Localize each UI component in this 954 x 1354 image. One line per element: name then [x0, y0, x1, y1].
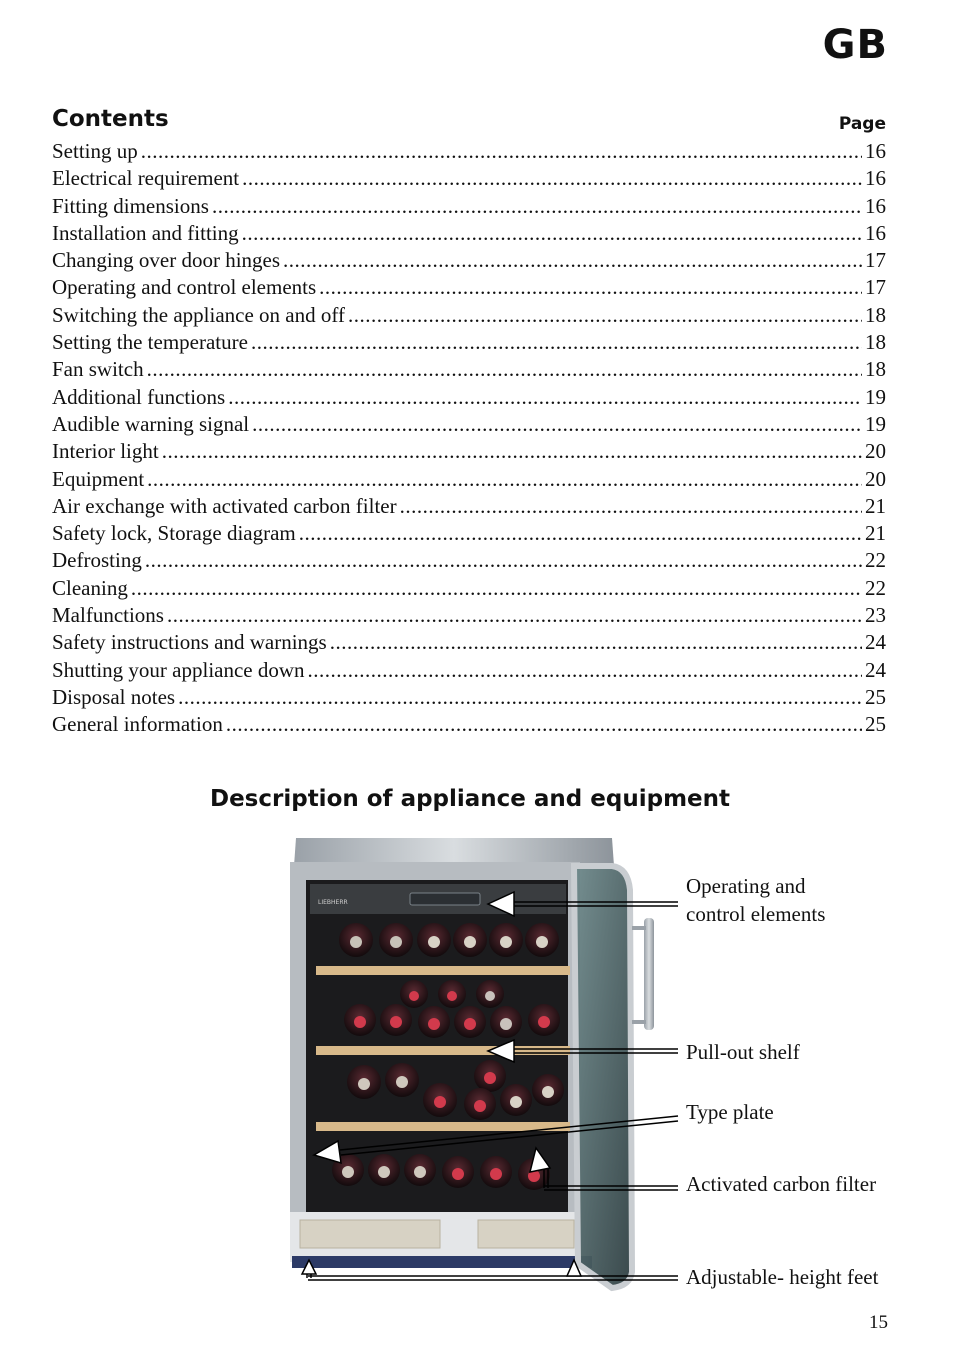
toc-entry-page: 17 [865, 275, 886, 300]
toc-leader-dots [308, 657, 862, 684]
toc-entry-page: 18 [865, 357, 886, 382]
vent-right [478, 1220, 574, 1248]
glass-door [572, 866, 632, 1288]
toc-entry[interactable] [52, 629, 886, 656]
toc-entry-page: 16 [865, 166, 886, 191]
toc-entry[interactable] [52, 247, 886, 274]
toc-entry-page: 25 [865, 712, 886, 737]
toc-entry-page: 16 [865, 193, 886, 218]
toc-leader-dots [242, 220, 862, 247]
brand-text: LIEBHERR [318, 899, 348, 906]
toc-entry-page: 21 [865, 521, 886, 546]
toc-entry[interactable] [52, 165, 886, 192]
toc-entry-page: 18 [865, 302, 886, 327]
section-title: Description of appliance and equipment [209, 786, 730, 812]
toc-entry[interactable] [52, 602, 886, 629]
toc-entry-page: 18 [865, 330, 886, 355]
toc-entry[interactable] [52, 711, 886, 738]
toc-leader-dots [226, 711, 862, 738]
toc-entry[interactable] [52, 329, 886, 356]
toc-entry-page: 16 [865, 220, 886, 245]
toc-entry[interactable] [52, 193, 886, 220]
control-display [410, 893, 480, 905]
toc-entry-page: 23 [865, 603, 886, 628]
toc-leader-dots [212, 193, 862, 220]
toc-entry[interactable] [52, 657, 886, 684]
toc-entry[interactable] [52, 520, 886, 547]
toc-entry-title: Equipment [52, 466, 145, 491]
toc-entry-page: 22 [865, 548, 886, 573]
toc-entry[interactable] [52, 466, 886, 493]
toc-leader-dots [348, 302, 862, 329]
toc-entry-title: Fan switch [52, 357, 144, 382]
label-operating-line1: Operating and [686, 874, 806, 898]
toc-leader-dots [330, 629, 862, 656]
toc-entry-title: Setting the temperature [52, 330, 248, 355]
label-carbon-filter: Activated carbon filter [686, 1172, 877, 1196]
page-column-heading: Page [838, 114, 886, 134]
toc-entry[interactable] [52, 302, 886, 329]
toc-entry-title: Additional functions [52, 384, 226, 409]
toc-leader-dots [251, 329, 862, 356]
door-handle [644, 918, 654, 1030]
toc-entry-title: Installation and fitting [52, 220, 239, 245]
toc-entry-page: 17 [865, 248, 886, 273]
toc-leader-dots [147, 466, 862, 493]
label-type-plate: Type plate [686, 1100, 774, 1124]
toc-entry-title: Safety lock, Storage diagram [52, 521, 296, 546]
toc-entry[interactable] [52, 493, 886, 520]
toc-entry-page: 25 [865, 684, 886, 709]
toc-entry[interactable] [52, 547, 886, 574]
label-feet: Adjustable- height feet [686, 1265, 879, 1289]
toc-entry-page: 20 [865, 466, 886, 491]
toc-leader-dots [178, 684, 862, 711]
toc-leader-dots [299, 520, 862, 547]
toc-entry-title: Safety instructions and warnings [52, 630, 327, 655]
appliance-figure [0, 830, 954, 1310]
toc-entry-title: General information [52, 712, 223, 737]
toc-entry-title: Electrical requirement [52, 166, 240, 191]
contents-heading: Contents [52, 106, 169, 132]
toc-entry[interactable] [52, 356, 886, 383]
toc-entry-title: Changing over door hinges [52, 248, 281, 273]
toc-entry-title: Interior light [52, 439, 159, 464]
toc-entry-title: Malfunctions [52, 603, 164, 628]
toc-entry-title: Shutting your appliance down [52, 657, 305, 682]
toc-entry-title: Cleaning [52, 575, 128, 600]
toc-entry[interactable] [52, 220, 886, 247]
toc-entry-page: 24 [865, 657, 886, 682]
toc-leader-dots [167, 602, 862, 629]
toc-leader-dots [145, 547, 862, 574]
toc-leader-dots [283, 247, 862, 274]
toc-leader-dots [131, 575, 862, 602]
toc-entry[interactable] [52, 684, 886, 711]
toc-entry-page: 19 [865, 411, 886, 436]
toc-entry-page: 20 [865, 439, 886, 464]
toc-entry-title: Defrosting [52, 548, 142, 573]
toc-entry-title: Disposal notes [52, 684, 176, 709]
toc-entry-title: Fitting dimensions [52, 193, 209, 218]
vent-left [300, 1220, 440, 1248]
label-operating-control [686, 872, 825, 928]
toc-leader-dots [252, 411, 862, 438]
toc-entry[interactable] [52, 438, 886, 465]
toc-entry-title: Switching the appliance on and off [52, 302, 345, 327]
toc-entry[interactable] [52, 575, 886, 602]
table-of-contents [52, 138, 886, 739]
toc-entry-title: Air exchange with activated carbon filter [52, 493, 397, 518]
toc-entry-title: Audible warning signal [52, 411, 250, 436]
toc-entry-page: 24 [865, 630, 886, 655]
toc-entry-title: Operating and control elements [52, 275, 317, 300]
toc-leader-dots [147, 356, 862, 383]
language-code: GB [822, 22, 888, 68]
page-number: 15 [869, 1312, 888, 1333]
label-operating-line2: control elements [686, 902, 826, 926]
label-pull-out-shelf: Pull-out shelf [686, 1040, 800, 1064]
toc-leader-dots [400, 493, 862, 520]
toc-entry[interactable] [52, 274, 886, 301]
toc-leader-dots [228, 384, 862, 411]
toc-entry[interactable] [52, 411, 886, 438]
toc-entry-page: 16 [865, 139, 886, 163]
toc-entry-page: 21 [865, 493, 886, 518]
toc-entry-page: 19 [865, 384, 886, 409]
shelf-3 [316, 1122, 570, 1131]
base-strip [292, 1256, 592, 1268]
toc-entry-page: 22 [865, 575, 886, 600]
toc-leader-dots [319, 274, 862, 301]
toc-leader-dots [242, 165, 862, 192]
toc-entry[interactable] [52, 384, 886, 411]
toc-leader-dots [162, 438, 862, 465]
shelf-1 [316, 966, 570, 975]
toc-entry[interactable] [52, 138, 886, 165]
toc-leader-dots [141, 138, 862, 165]
cabinet-top [294, 838, 614, 866]
toc-entry-title: Setting up [52, 139, 138, 163]
